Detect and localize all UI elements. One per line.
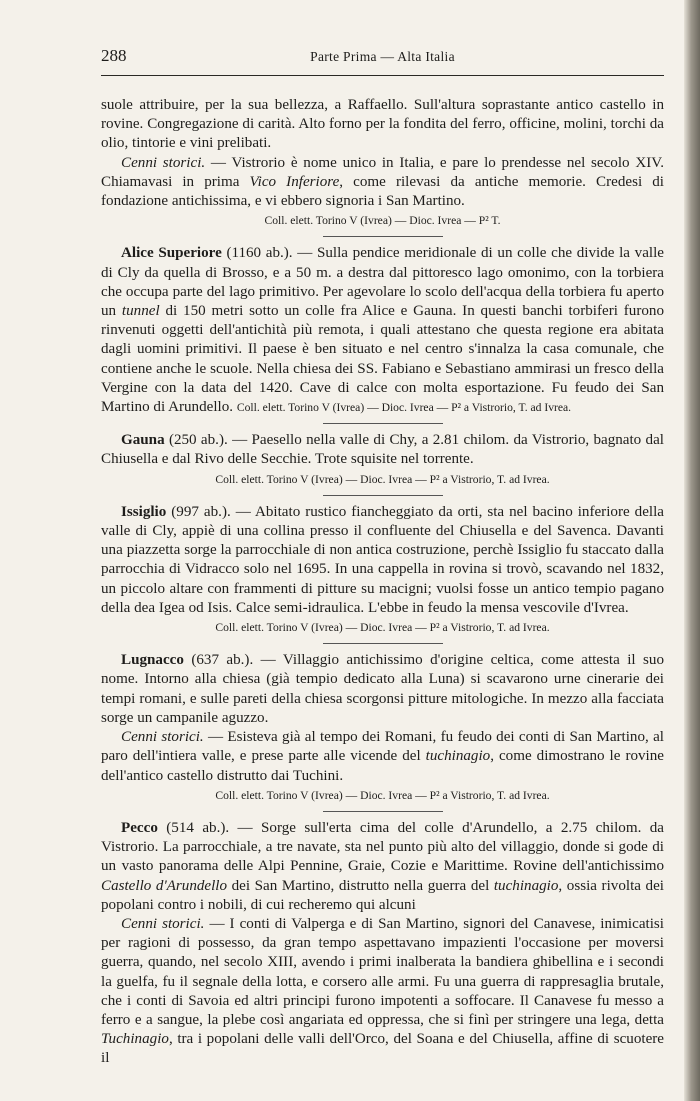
entry-separator [323, 643, 443, 644]
entry-pecco: Pecco (514 ab.). — Sorge sull'erta cima del colle d'Arundello, a 2.75 chilom. da Vistrorio. La parrocchiale, a tre navate, sta nel punto più alto del villaggio, donde si gode di un vasto panorama delle Alpi Pennine, Graie, Cozie e Marittime. Rovine dell'antichissimo Castello d'Arundello dei San Martino, distrutto nella guerra del tuchinagio, ossia rivolta dei popolani contro i nobili, di cui recheremo qui alcuni [101, 819, 664, 913]
entry-separator [323, 236, 443, 237]
reference-line: Coll. elett. Torino V (Ivrea) — Dioc. Ivrea — P² a Vistrorio, T. ad Ivrea. [215, 788, 550, 802]
page-body [101, 96, 664, 1069]
entry-gauna: Gauna (250 ab.). — Paesello nella valle di Chy, a 2.81 chilom. da Vistrorio, bagnato dal Chiusella e dal Rivo delle Secchie. Trote squisite nel torrente. [101, 432, 664, 468]
entry-name: Pecco [121, 819, 158, 836]
entry-name: Lugnacco [121, 652, 184, 669]
entry-separator [323, 423, 443, 424]
history-label: Cenni storici. [121, 729, 204, 746]
entry-lugnacco: Lugnacco (637 ab.). — Villaggio antichissimo d'origine celtica, come attesta il suo nome. Intorno alla chiesa (già tempio dedicato alla Luna) si scavarono urne cinerarie dei tempi romani, e sulle pareti della chiesa scorgonsi pitture mitologiche. In mezzo alla facciata sorge un campanile aguzzo. [101, 652, 664, 726]
paragraph-vistrorio: suole attribuire, per la sua bellezza, a Raffaello. Sull'altura soprastante antico castello in rovine. Congregazione di carità. Alto forno per la fondita del ferro, officine, molini, torchi da olio, tintorie e vini prelibati. [101, 97, 664, 152]
paragraph-lugnacco-history: Cenni storici. — Esisteva già al tempo dei Romani, fu feudo dei conti di San Martino, al paro dell'intiera valle, e prese parte alle vicende del tuchinagio, come dimostrano le rovine dell'antico castello distrutto dai Tuchini. [101, 729, 664, 784]
entry-issiglio: Issiglio (997 ab.). — Abitato rustico fiancheggiato da orti, sta nel bacino inferiore della valle di Cly, appiè di una collina presso il confluente del Chiusella e del Savenca. Davanti una piazzetta sorge la parrocchiale di non antica costruzione, perchè Issiglio fu staccato dalla parrocchia di Vidracco solo nel 1695. In una cappella in rovina si trovò, scavando nel 1832, un piccolo altare con frammenti di pitture su macigni; vuolsi fosse un antico tempio pagano della dea Igea od Isis. Calce semi-idraulica. L'ebbe in feudo la mensa vescovile d'Ivrea. [101, 503, 664, 616]
reference-line: Coll. elett. Torino V (Ivrea) — Dioc. Ivrea — P² a Vistrorio, T. ad Ivrea. [215, 472, 550, 486]
history-label: Cenni storici. [121, 915, 205, 932]
page-number: 288 [101, 46, 127, 65]
entry-name: Alice Superiore [121, 245, 222, 262]
history-label: Cenni storici. [121, 154, 206, 171]
running-title: Parte Prima — Alta Italia [310, 49, 455, 64]
header-rule [101, 75, 664, 76]
reference-line: Coll. elett. Torino V (Ivrea) — Dioc. Ivrea — P² T. [264, 214, 501, 228]
reference-line: Coll. elett. Torino V (Ivrea) — Dioc. Ivrea — P² a Vistrorio, T. ad Ivrea. [236, 401, 572, 415]
paragraph-pecco-history: Cenni storici. — I conti di Valperga e di San Martino, signori del Canavese, inimicatisi per ragioni di possesso, da gran tempo aspettavano impazienti l'occasione per moversi guerra, quando, nel secolo XIII, avendo i primi inalberata la bandiera ghibellina e i secondi la guelfa, fu il segnale della lotta, e corsero alle armi. Fu una guerra di rappresaglia brutale, che i conti di Savoia ed altri principi furono impotenti a soffocare. Il Canavese fu messo a ferro e a sangue, la plebe così angariata ed oppressa, che si finì per stringere una lega, detta Tuchinagio, tra i popolani delle valli dell'Orco, del Soana e del Chiusella, affine di scuotere il [101, 915, 664, 1067]
page-edge-shadow [684, 0, 700, 1101]
reference-line: Coll. elett. Torino V (Ivrea) — Dioc. Ivrea — P² a Vistrorio, T. ad Ivrea. [215, 621, 550, 635]
entry-name: Issiglio [121, 503, 167, 520]
entry-separator [323, 495, 443, 496]
entry-separator [323, 811, 443, 812]
paragraph-vistrorio-history: Cenni storici. — Vistrorio è nome unico in Italia, e pare lo prendesse nel secolo XIV. Chiamavasi in prima Vico Inferiore, come rilevasi da antiche memorie. Credesi di fondazione antichissima, e vi ebbero signoria i San Martino. [101, 154, 664, 210]
entry-alice-superiore: Alice Superiore (1160 ab.). — Sulla pendice meridionale di un colle che divide la valle di Cly da quella di Brosso, e a 50 m. a destra dal pittoresco lago omonimo, con la torbiera che occupa parte del lago primitivo. Per agevolare lo scolo dell'acqua della torbiera fu aperto un tunnel di 150 metri sotto un colle fra Alice e Gauna. In questi banchi torbiferi furono rinvenuti oggetti dell'antichità più remota, i quali attestano che questa regione era abitata dagli uomini primitivi. Il paese è ben situato e nel centro s'innalza la casa comunale, che contiene anche le scuole. Nella chiesa dei SS. Fabiano e Sebastiano ammirasi un fresco della Vergine con la data del 1420. Cave di calce con molta esportazione. Fu feudo dei San Martino di Arundello. Coll. elett. Torino V (Ivrea) — Dioc. Ivrea — P² a Vistrorio, T. ad Ivrea. [101, 245, 664, 416]
entry-name: Gauna [121, 432, 165, 449]
page-header [101, 46, 664, 68]
